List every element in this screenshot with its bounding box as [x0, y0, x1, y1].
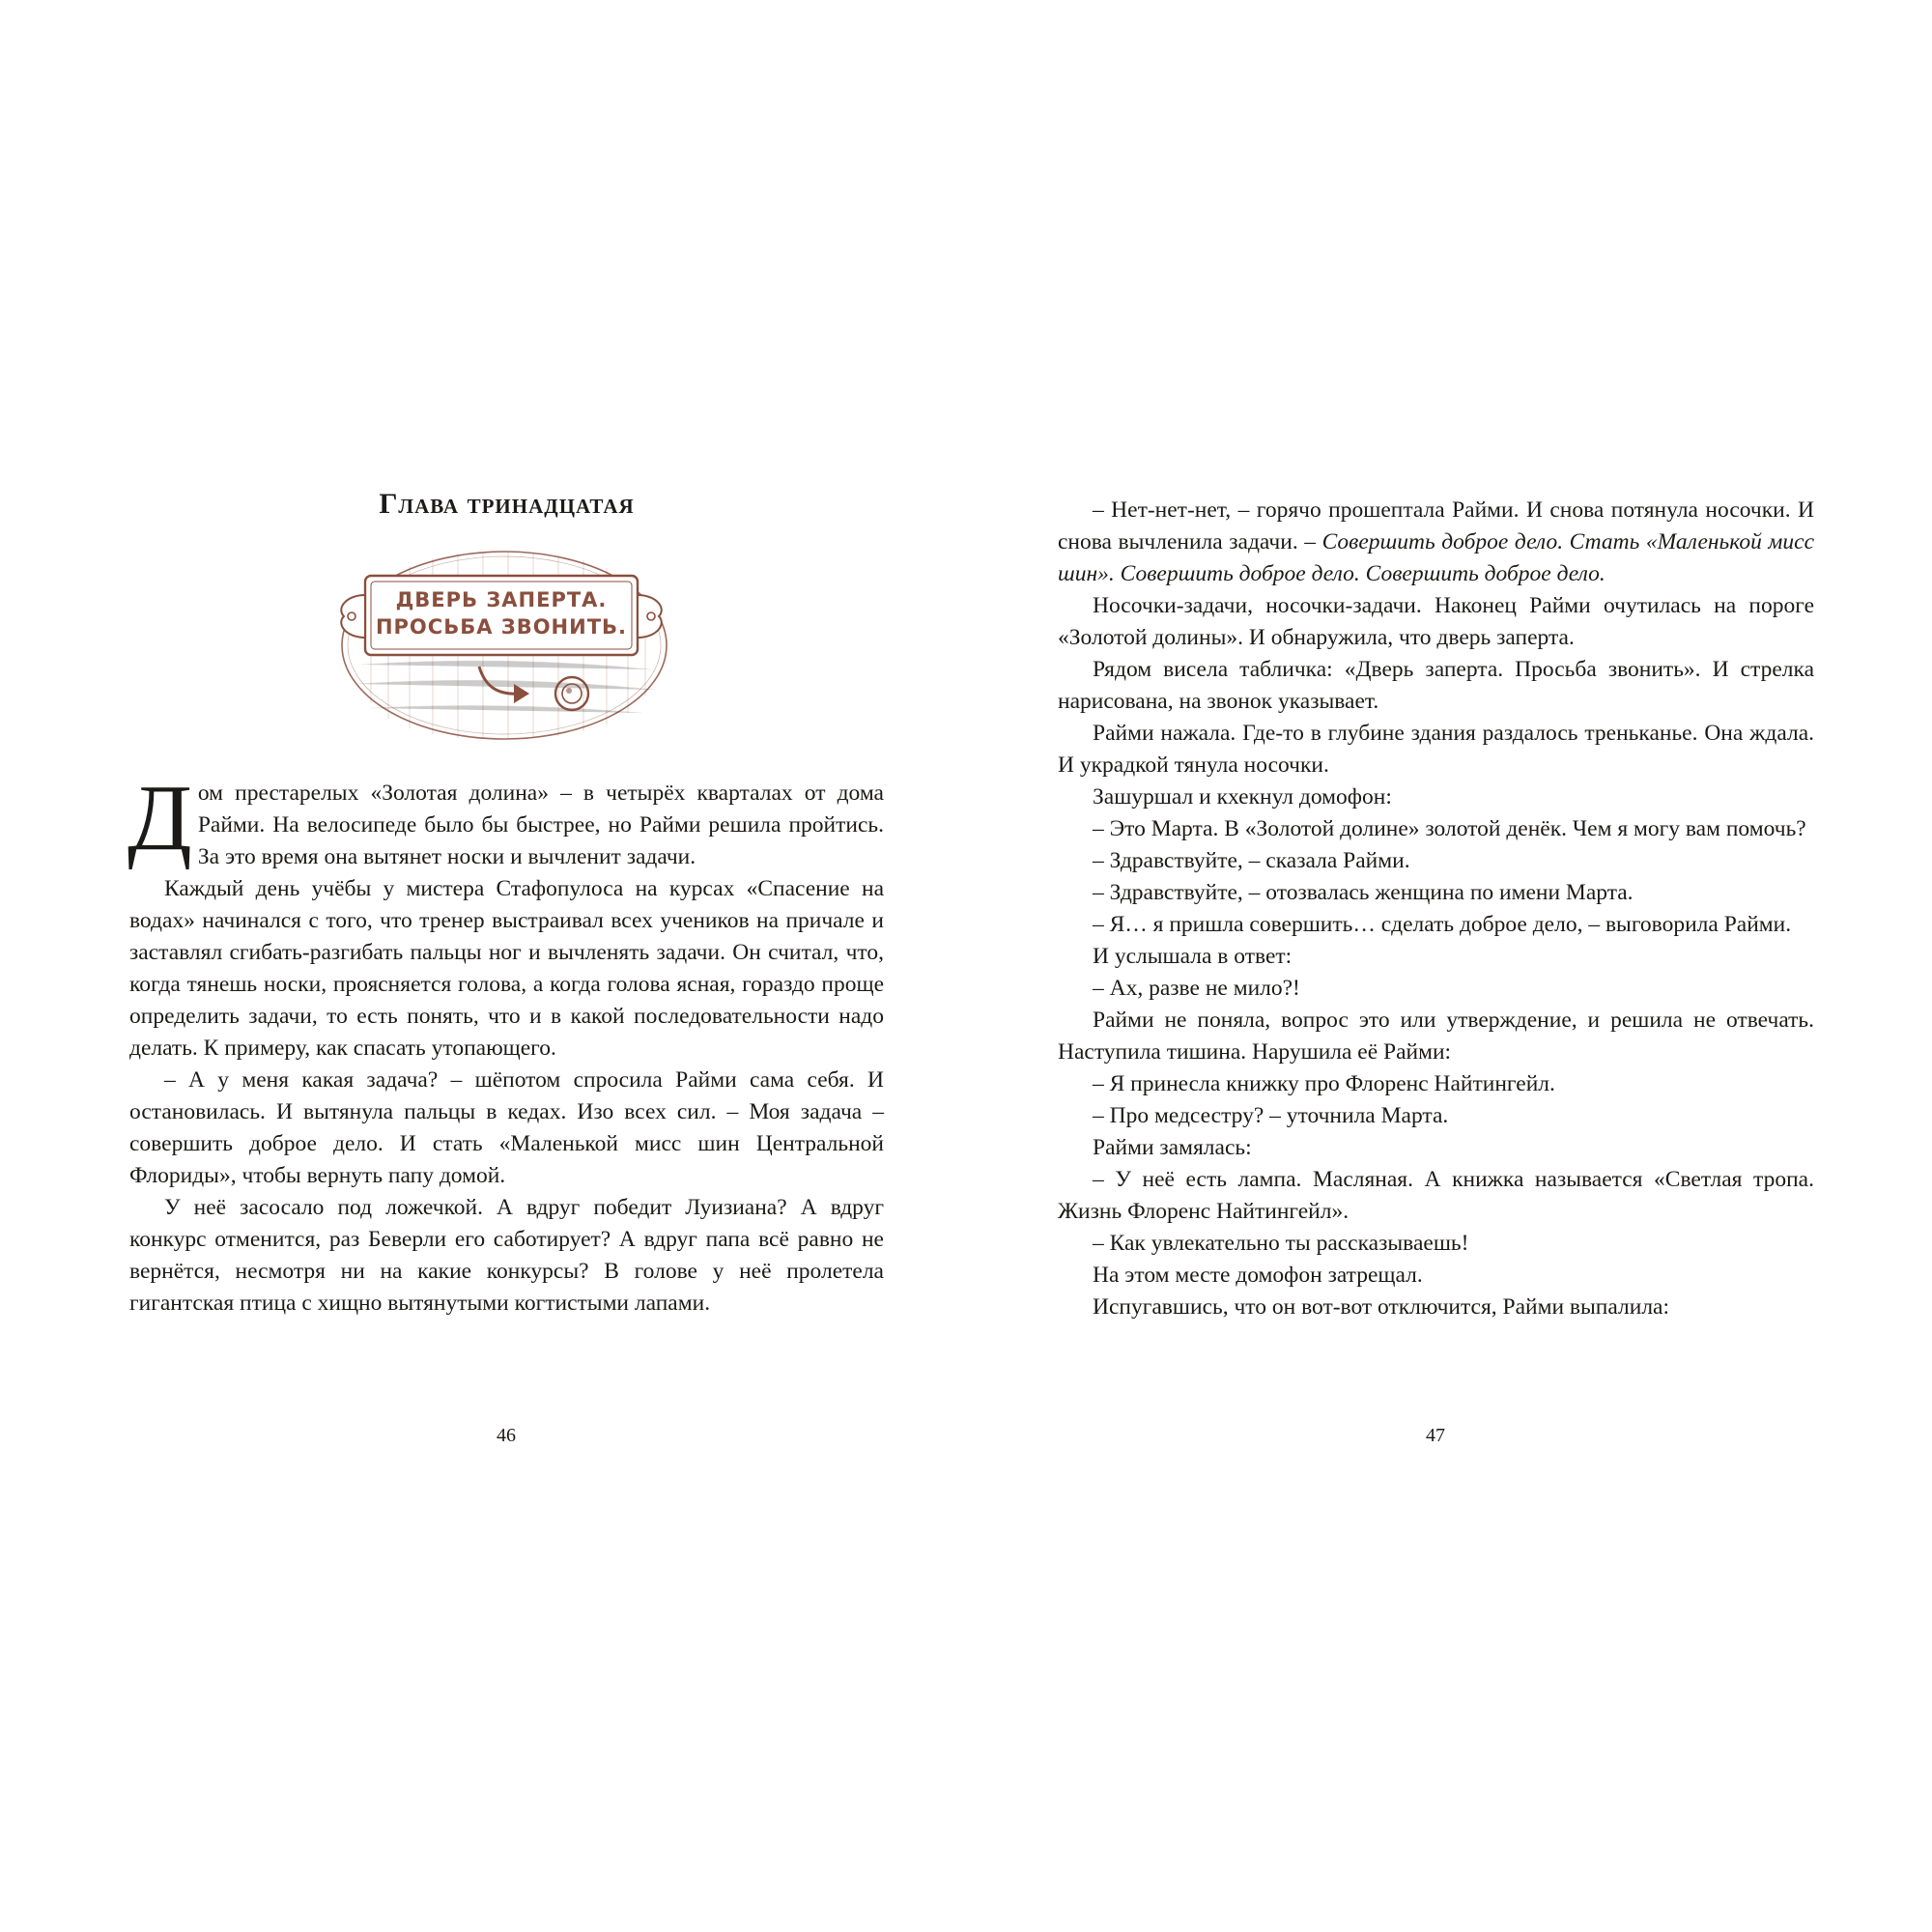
paragraph: – Это Марта. В «Золотой долине» золотой денёк. Чем я могу вам помочь? [1093, 816, 1806, 841]
paragraph: – Здравствуйте, – сказала Райми. [1093, 848, 1410, 873]
paragraph: – Ах, разве не мило?! [1093, 976, 1300, 1001]
first-paragraph-text: ом престарелых «Золотая долина» – в четырёх кварталах от дома Райми. На велосипеде было бы быстрее, но Райми решила пройтись. За это время она вытянет носки и вычленит задачи. [197, 781, 884, 869]
paragraph: – А у меня какая задача? – шёпотом спросила Райми сама себя. И остановилась. И вытянула пальцы в кедах. Изо всех сил. – Моя задача – совершить доброе дело. И стать «Маленькой мисс шин Центральной Флориды», чтобы вернуть папу домой. [129, 1067, 884, 1188]
chapter-title: Глава тринадцатая [379, 488, 635, 520]
paragraph: – Я… я пришла совершить… сделать доброе дело, – выговорила Райми. [1093, 912, 1792, 937]
first-paragraph [128, 766, 884, 873]
paragraph: Зашуршал и кхекнул домофон: [1093, 784, 1392, 810]
right-page [966, 0, 1932, 1932]
paragraph: Райми замялась: [1093, 1135, 1252, 1160]
paragraph: У неё засосало под ложечкой. А вдруг победит Луизиана? А вдруг конкурс отменится, раз Беверли его саботирует? А вдруг папа всё равно не вернётся, несмотря ни на какие конкурсы? В голове у неё пролетела гигантская птица с хищно вытянутыми когтистыми лапами. [129, 1195, 884, 1316]
sign-line-1: ДВЕРЬ ЗАПЕРТА. [395, 588, 608, 611]
paragraph [1058, 495, 1814, 590]
paragraph: – Про медсестру? – уточнила Марта. [1093, 1103, 1449, 1128]
paragraph: И услышала в ответ: [1093, 944, 1293, 969]
right-text-column [1058, 495, 1814, 1323]
paragraph: Райми нажала. Где-то в глубине здания раздалось треньканье. Она ждала. И украдкой тянула носочки. [1058, 721, 1814, 778]
paragraph: На этом месте домофон затрещал. [1093, 1263, 1423, 1288]
paragraph-text: – Нет-нет-нет, – горячо прошептала Райми. И снова потянула носочки. И снова вычленила задачи. – [1058, 497, 1814, 554]
paragraph: – У неё есть лампа. Масляная. А книжка называется «Светлая тропа. Жизнь Флоренс Найтингейл». [1058, 1167, 1814, 1224]
page-number: 47 [1426, 1425, 1445, 1446]
italic-text: Совершить доброе дело. Стать «Маленькой мисс шин». Совершить доброе дело. Совершить доброе дело. [1058, 529, 1815, 586]
door-sign-illustration [332, 549, 670, 742]
page-number: 46 [497, 1425, 516, 1446]
paragraph: – Как увлекательно ты рассказываешь! [1093, 1231, 1469, 1256]
paragraph: – Я принесла книжку про Флоренс Найтингейл. [1093, 1071, 1555, 1096]
paragraph: Рядом висела табличка: «Дверь заперта. Просьба звонить». И стрелка нарисована, на звонок указывает. [1058, 657, 1814, 714]
paragraph: – Здравствуйте, – отозвалась женщина по имени Марта. [1093, 880, 1634, 905]
paragraph: Каждый день учёбы у мистера Стафопулоса на курсах «Спасение на водах» начинался с того, что тренер выстраивал всех учеников на причале и заставлял сгибать-разгибать пальцы ног и вычленять задачи. Он считал, что, когда тянешь носки, проясняется голова, а когда голова ясная, гораздо проще определить задачи, то есть понять, что и в какой последовательности надо делать. К примеру, как спасать утопающего. [129, 876, 884, 1061]
left-text-column [128, 766, 884, 1320]
drop-cap: Д [128, 766, 192, 870]
paragraph: Носочки-задачи, носочки-задачи. Наконец Райми очутилась на пороге «Золотой долины». И обнаружила, что дверь заперта. [1058, 593, 1814, 650]
paragraph: Райми не поняла, вопрос это или утверждение, и решила не отвечать. Наступила тишина. Нарушила её Райми: [1058, 1008, 1814, 1065]
door-sketch-icon [332, 549, 670, 742]
paragraph: Испугавшись, что он вот-вот отключится, Райми выпалила: [1093, 1294, 1670, 1320]
sign-line-2: ПРОСЬБА ЗВОНИТЬ. [375, 615, 628, 639]
